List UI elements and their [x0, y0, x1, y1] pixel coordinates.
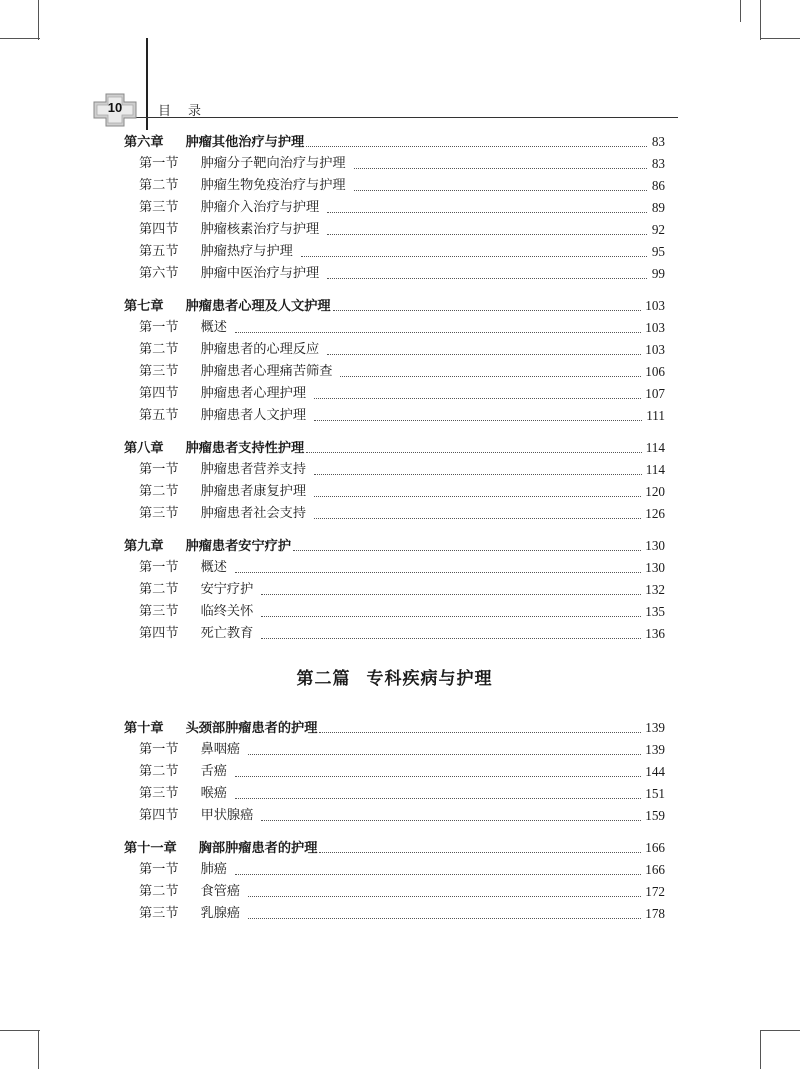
section-entry-label: 第三节 — [139, 906, 179, 921]
chapter-entry-page-number: 114 — [645, 440, 665, 455]
chapter-entry-page-number: 83 — [651, 134, 665, 149]
section-entry-page-number: 172 — [645, 884, 665, 899]
section-entry-title: 舌癌 — [200, 764, 227, 779]
dot-leader — [354, 189, 647, 191]
section-entry-label: 第三节 — [139, 364, 179, 379]
section-entry-title: 乳腺癌 — [200, 906, 241, 921]
section-entry-title: 肿瘤患者心理护理 — [200, 386, 307, 401]
section-entry-title: 肿瘤患者人文护理 — [200, 408, 307, 423]
chapter-group — [124, 131, 665, 285]
section-entry-page-number: 95 — [651, 244, 665, 259]
section-entry-label: 第三节 — [139, 506, 179, 521]
section-entry-title: 肿瘤介入治疗与护理 — [200, 200, 320, 215]
section-entry[interactable] — [124, 579, 665, 601]
dot-leader — [314, 517, 641, 519]
dot-leader — [261, 637, 641, 639]
crop-mark — [740, 0, 741, 22]
crop-mark — [760, 1030, 761, 1069]
dot-leader — [248, 917, 641, 919]
section-entry-page-number: 103 — [645, 342, 665, 357]
section-entry[interactable] — [124, 739, 665, 761]
section-entry[interactable] — [124, 219, 665, 241]
chapter-entry-title: 肿瘤患者安宁疗护 — [185, 538, 292, 553]
section-entry[interactable] — [124, 481, 665, 503]
section-entry-label: 第一节 — [139, 862, 179, 877]
dot-leader — [235, 331, 641, 333]
section-entry[interactable] — [124, 197, 665, 219]
dot-leader — [327, 277, 647, 279]
chapter-entry[interactable] — [124, 837, 665, 859]
dot-leader — [314, 419, 642, 421]
table-of-contents — [124, 131, 665, 935]
section-entry[interactable] — [124, 903, 665, 925]
dot-leader — [319, 731, 641, 733]
section-entry-label: 第三节 — [139, 604, 179, 619]
section-entry-page-number: 130 — [645, 560, 665, 575]
section-entry-page-number: 120 — [645, 484, 665, 499]
section-entry[interactable] — [124, 805, 665, 827]
dot-leader — [314, 473, 642, 475]
chapter-group — [124, 295, 665, 427]
dot-leader — [314, 495, 641, 497]
dot-leader — [261, 615, 641, 617]
section-entry-page-number: 178 — [645, 906, 665, 921]
section-entry-label: 第二节 — [139, 342, 179, 357]
section-entry-page-number: 107 — [645, 386, 665, 401]
section-entry-label: 第一节 — [139, 742, 179, 757]
chapter-entry-page-number: 130 — [645, 538, 665, 553]
chapter-entry-title: 胸部肿瘤患者的护理 — [198, 840, 318, 855]
section-entry-label: 第五节 — [139, 244, 179, 259]
section-entry-title: 概述 — [200, 560, 227, 575]
dot-leader — [306, 145, 647, 147]
section-entry-title: 肿瘤分子靶向治疗与护理 — [200, 156, 346, 171]
dot-leader — [235, 775, 641, 777]
chapter-entry-page-number: 139 — [645, 720, 665, 735]
section-entry-label: 第六节 — [139, 266, 179, 281]
section-entry[interactable] — [124, 601, 665, 623]
section-entry[interactable] — [124, 783, 665, 805]
dot-leader — [235, 797, 641, 799]
section-entry-title: 安宁疗护 — [200, 582, 254, 597]
section-entry-title: 食管癌 — [200, 884, 241, 899]
section-entry[interactable] — [124, 263, 665, 285]
crop-mark — [0, 1030, 40, 1031]
chapter-group — [124, 717, 665, 827]
section-entry-page-number: 114 — [645, 462, 665, 477]
chapter-entry-label: 第六章 — [124, 134, 164, 149]
chapter-entry[interactable] — [124, 295, 665, 317]
section-entry-page-number: 144 — [645, 764, 665, 779]
chapter-entry-label: 第七章 — [124, 298, 164, 313]
chapter-entry-label: 第十章 — [124, 720, 164, 735]
dot-leader — [261, 593, 641, 595]
section-entry-label: 第四节 — [139, 222, 179, 237]
header-label: 目录 — [158, 103, 219, 118]
dot-leader — [340, 375, 641, 377]
section-entry-title: 概述 — [200, 320, 227, 335]
dot-leader — [293, 549, 641, 551]
dot-leader — [327, 353, 641, 355]
dot-leader — [333, 309, 642, 311]
section-entry-page-number: 106 — [645, 364, 665, 379]
dot-leader — [261, 819, 641, 821]
section-entry-label: 第二节 — [139, 484, 179, 499]
section-entry-label: 第一节 — [139, 320, 179, 335]
dot-leader — [235, 571, 641, 573]
section-entry-page-number: 159 — [645, 808, 665, 823]
section-entry-title: 死亡教育 — [200, 626, 254, 641]
section-entry[interactable] — [124, 557, 665, 579]
chapter-group — [124, 837, 665, 925]
dot-leader — [248, 753, 641, 755]
crop-mark — [760, 1030, 800, 1031]
chapter-entry-title: 头颈部肿瘤患者的护理 — [185, 720, 318, 735]
section-entry-title: 肿瘤患者康复护理 — [200, 484, 307, 499]
crop-mark — [38, 1030, 39, 1069]
section-entry-label: 第一节 — [139, 560, 179, 575]
section-entry-page-number: 89 — [651, 200, 665, 215]
chapter-entry-page-number: 103 — [645, 298, 665, 313]
part-title: 专科疾病与护理 — [366, 669, 493, 689]
section-entry-title: 临终关怀 — [200, 604, 254, 619]
section-entry-label: 第二节 — [139, 582, 179, 597]
chapter-entry-title: 肿瘤患者心理及人文护理 — [185, 298, 331, 313]
section-entry[interactable] — [124, 317, 665, 339]
section-entry-title: 肿瘤核素治疗与护理 — [200, 222, 320, 237]
section-entry-title: 肿瘤患者心理痛苦筛查 — [200, 364, 333, 379]
dot-leader — [301, 255, 647, 257]
dot-leader — [306, 451, 641, 453]
section-entry-title: 鼻咽癌 — [200, 742, 241, 757]
section-entry-page-number: 136 — [645, 626, 665, 641]
section-entry-label: 第三节 — [139, 786, 179, 801]
section-entry[interactable] — [124, 241, 665, 263]
chapter-entry[interactable] — [124, 535, 665, 557]
chapter-entry[interactable] — [124, 437, 665, 459]
section-entry-label: 第二节 — [139, 764, 179, 779]
chapter-entry-label: 第十一章 — [124, 840, 177, 855]
section-entry-title: 肿瘤中医治疗与护理 — [200, 266, 320, 281]
section-entry-label: 第一节 — [139, 462, 179, 477]
section-entry[interactable] — [124, 361, 665, 383]
chapter-entry-label: 第九章 — [124, 538, 164, 553]
section-entry-page-number: 86 — [651, 178, 665, 193]
section-entry-label: 第三节 — [139, 200, 179, 215]
dot-leader — [235, 873, 641, 875]
section-entry-page-number: 151 — [645, 786, 665, 801]
chapter-group — [124, 437, 665, 525]
section-entry-page-number: 126 — [645, 506, 665, 521]
section-entry[interactable] — [124, 859, 665, 881]
section-entry[interactable] — [124, 459, 665, 481]
dot-leader — [319, 851, 641, 853]
section-entry-label: 第四节 — [139, 626, 179, 641]
section-entry-page-number: 99 — [651, 266, 665, 281]
crop-mark — [760, 0, 761, 40]
chapter-group — [124, 535, 665, 645]
section-entry-page-number: 103 — [645, 320, 665, 335]
dot-leader — [248, 895, 641, 897]
page-number: 10 — [107, 100, 123, 115]
section-entry-title: 喉癌 — [200, 786, 227, 801]
section-entry-title: 肿瘤患者社会支持 — [200, 506, 307, 521]
chapter-entry-title: 肿瘤其他治疗与护理 — [185, 134, 305, 149]
section-entry-label: 第二节 — [139, 884, 179, 899]
section-entry-title: 肺癌 — [200, 862, 227, 877]
chapter-entry-title: 肿瘤患者支持性护理 — [185, 440, 305, 455]
section-entry[interactable] — [124, 383, 665, 405]
chapter-entry-label: 第八章 — [124, 440, 164, 455]
section-entry-label: 第五节 — [139, 408, 179, 423]
section-entry[interactable] — [124, 153, 665, 175]
section-entry-label: 第四节 — [139, 808, 179, 823]
dot-leader — [314, 397, 641, 399]
section-entry[interactable] — [124, 881, 665, 903]
section-entry-page-number: 166 — [645, 862, 665, 877]
chapter-entry-page-number: 166 — [645, 840, 665, 855]
section-entry-title: 甲状腺癌 — [200, 808, 254, 823]
dot-leader — [354, 167, 647, 169]
crop-mark — [38, 0, 39, 40]
section-entry[interactable] — [124, 405, 665, 427]
dot-leader — [327, 211, 647, 213]
section-entry-label: 第一节 — [139, 156, 179, 171]
crop-mark — [0, 38, 40, 39]
chapter-entry[interactable] — [124, 131, 665, 153]
section-entry-page-number: 135 — [645, 604, 665, 619]
section-entry[interactable] — [124, 339, 665, 361]
section-entry-title: 肿瘤患者的心理反应 — [200, 342, 320, 357]
section-entry[interactable] — [124, 761, 665, 783]
chapter-entry[interactable] — [124, 717, 665, 739]
section-entry[interactable] — [124, 623, 665, 645]
dot-leader — [327, 233, 647, 235]
section-entry-page-number: 83 — [651, 156, 665, 171]
section-entry-page-number: 139 — [645, 742, 665, 757]
section-entry-page-number: 111 — [646, 408, 665, 423]
page-number-badge — [92, 92, 138, 128]
section-entry-title: 肿瘤患者营养支持 — [200, 462, 307, 477]
section-entry-label: 第四节 — [139, 386, 179, 401]
section-entry-page-number: 92 — [651, 222, 665, 237]
section-entry[interactable] — [124, 175, 665, 197]
section-entry-page-number: 132 — [645, 582, 665, 597]
part-heading — [124, 667, 665, 691]
crop-mark — [760, 38, 800, 39]
section-entry-label: 第二节 — [139, 178, 179, 193]
part-label: 第二篇 — [296, 669, 351, 689]
section-entry-title: 肿瘤生物免疫治疗与护理 — [200, 178, 346, 193]
section-entry-title: 肿瘤热疗与护理 — [200, 244, 293, 259]
section-entry[interactable] — [124, 503, 665, 525]
